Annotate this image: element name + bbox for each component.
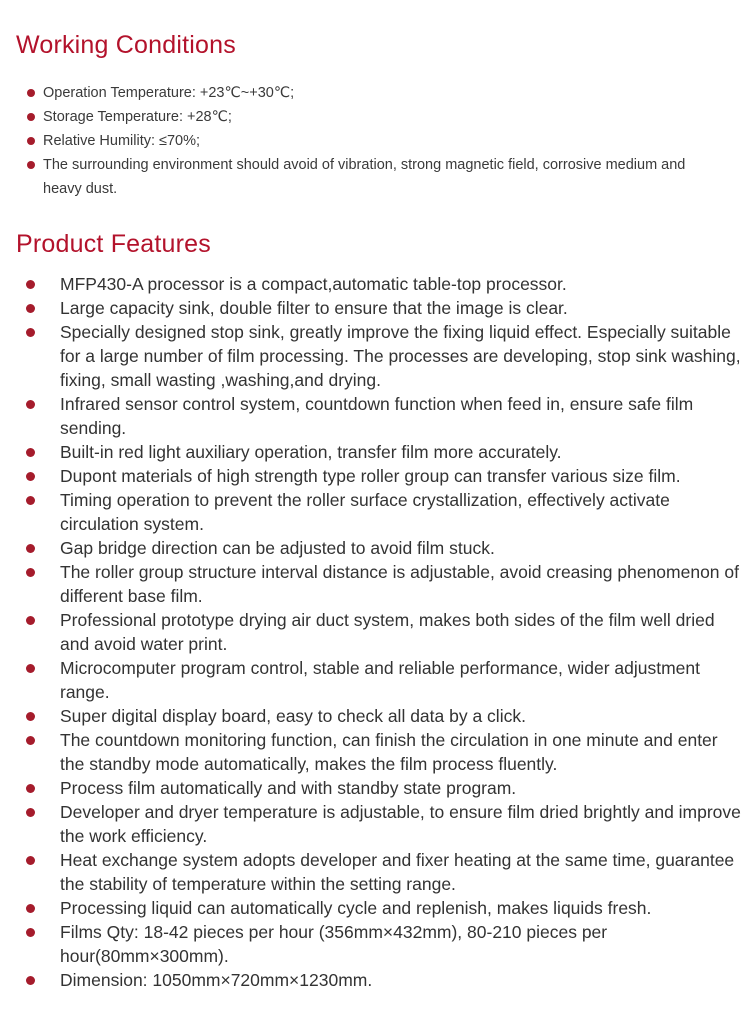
working-condition-item — [24, 105, 714, 129]
bullet-dot-icon — [26, 448, 35, 457]
bullet-dot-icon — [26, 712, 35, 721]
feature-item — [25, 656, 745, 704]
feature-text: Professional prototype drying air duct system, makes both sides of the film well dried and avoid water print. — [60, 610, 715, 654]
feature-text: Developer and dryer temperature is adjustable, to ensure film dried brightly and improve the work efficiency. — [60, 802, 741, 846]
feature-text: MFP430-A processor is a compact,automatic table-top processor. — [60, 274, 567, 294]
bullet-dot-icon — [26, 280, 35, 289]
working-conditions-list — [24, 81, 714, 201]
feature-item — [25, 488, 745, 536]
feature-item — [25, 968, 745, 992]
bullet-dot-icon — [26, 568, 35, 577]
feature-item — [25, 560, 745, 608]
feature-text: Microcomputer program control, stable and reliable performance, wider adjustment range. — [60, 658, 701, 702]
feature-item — [25, 920, 745, 968]
working-condition-text: Storage Temperature: +28℃; — [43, 109, 232, 125]
bullet-dot-icon — [26, 664, 35, 673]
feature-item — [25, 440, 745, 464]
feature-text: Dupont materials of high strength type roller group can transfer various size film. — [60, 466, 681, 486]
feature-text: Large capacity sink, double filter to ensure that the image is clear. — [60, 298, 568, 318]
bullet-dot-icon — [26, 928, 35, 937]
feature-item — [25, 392, 745, 440]
feature-item — [25, 776, 745, 800]
bullet-dot-icon — [26, 472, 35, 481]
bullet-dot-icon — [26, 616, 35, 625]
working-condition-text: The surrounding environment should avoid of vibration, strong magnetic field, corrosive medium and heavy dust. — [43, 157, 686, 197]
bullet-dot-icon — [26, 304, 35, 313]
feature-text: Processing liquid can automatically cycle and replenish, makes liquids fresh. — [60, 898, 652, 918]
working-condition-item — [24, 81, 714, 105]
bullet-dot-icon — [26, 904, 35, 913]
feature-item — [25, 272, 745, 296]
feature-text: Built-in red light auxiliary operation, transfer film more accurately. — [60, 442, 562, 462]
feature-item — [25, 896, 745, 920]
bullet-dot-icon — [27, 89, 35, 97]
working-condition-item — [24, 129, 714, 153]
working-condition-item — [24, 153, 714, 201]
working-condition-text: Operation Temperature: +23℃~+30℃; — [43, 85, 295, 101]
feature-text: Infrared sensor control system, countdown function when feed in, ensure safe film sending. — [60, 394, 694, 438]
working-condition-text: Relative Humility: ≤70%; — [43, 133, 201, 149]
bullet-dot-icon — [26, 736, 35, 745]
feature-text: Specially designed stop sink, greatly improve the fixing liquid effect. Especially suitable for a large number of film processing. The processes are developing, stop sink washing, fixing, small wasting ,washing,and drying. — [60, 322, 741, 390]
feature-text: Dimension: 1050mm×720mm×1230mm. — [60, 970, 373, 990]
feature-item — [25, 800, 745, 848]
feature-text: Gap bridge direction can be adjusted to avoid film stuck. — [60, 538, 495, 558]
feature-text: The roller group structure interval distance is adjustable, avoid creasing phenomenon of different base film. — [60, 562, 739, 606]
bullet-dot-icon — [26, 976, 35, 985]
feature-item — [25, 536, 745, 560]
feature-text: Films Qty: 18-42 pieces per hour (356mm×432mm), 80-210 pieces per hour(80mm×300mm). — [60, 922, 608, 966]
feature-item — [25, 464, 745, 488]
bullet-dot-icon — [26, 856, 35, 865]
feature-item — [25, 296, 745, 320]
feature-item — [25, 704, 745, 728]
feature-text: Heat exchange system adopts developer and fixer heating at the same time, guarantee the stability of temperature within the setting range. — [60, 850, 735, 894]
feature-item — [25, 848, 745, 896]
feature-text: Process film automatically and with standby state program. — [60, 778, 517, 798]
feature-text: Timing operation to prevent the roller surface crystallization, effectively activate circulation system. — [60, 490, 670, 534]
feature-item — [25, 320, 745, 392]
product-features-list — [25, 272, 745, 992]
bullet-dot-icon — [26, 784, 35, 793]
bullet-dot-icon — [26, 808, 35, 817]
product-features-heading: Product Features — [16, 230, 211, 258]
feature-item — [25, 608, 745, 656]
bullet-dot-icon — [26, 544, 35, 553]
bullet-dot-icon — [27, 113, 35, 121]
feature-item — [25, 728, 745, 776]
bullet-dot-icon — [26, 328, 35, 337]
bullet-dot-icon — [26, 496, 35, 505]
bullet-dot-icon — [26, 400, 35, 409]
feature-text: Super digital display board, easy to check all data by a click. — [60, 706, 526, 726]
working-conditions-heading: Working Conditions — [16, 31, 236, 59]
bullet-dot-icon — [27, 161, 35, 169]
bullet-dot-icon — [27, 137, 35, 145]
feature-text: The countdown monitoring function, can finish the circulation in one minute and enter the standby mode automatically, makes the film process fluently. — [60, 730, 718, 774]
